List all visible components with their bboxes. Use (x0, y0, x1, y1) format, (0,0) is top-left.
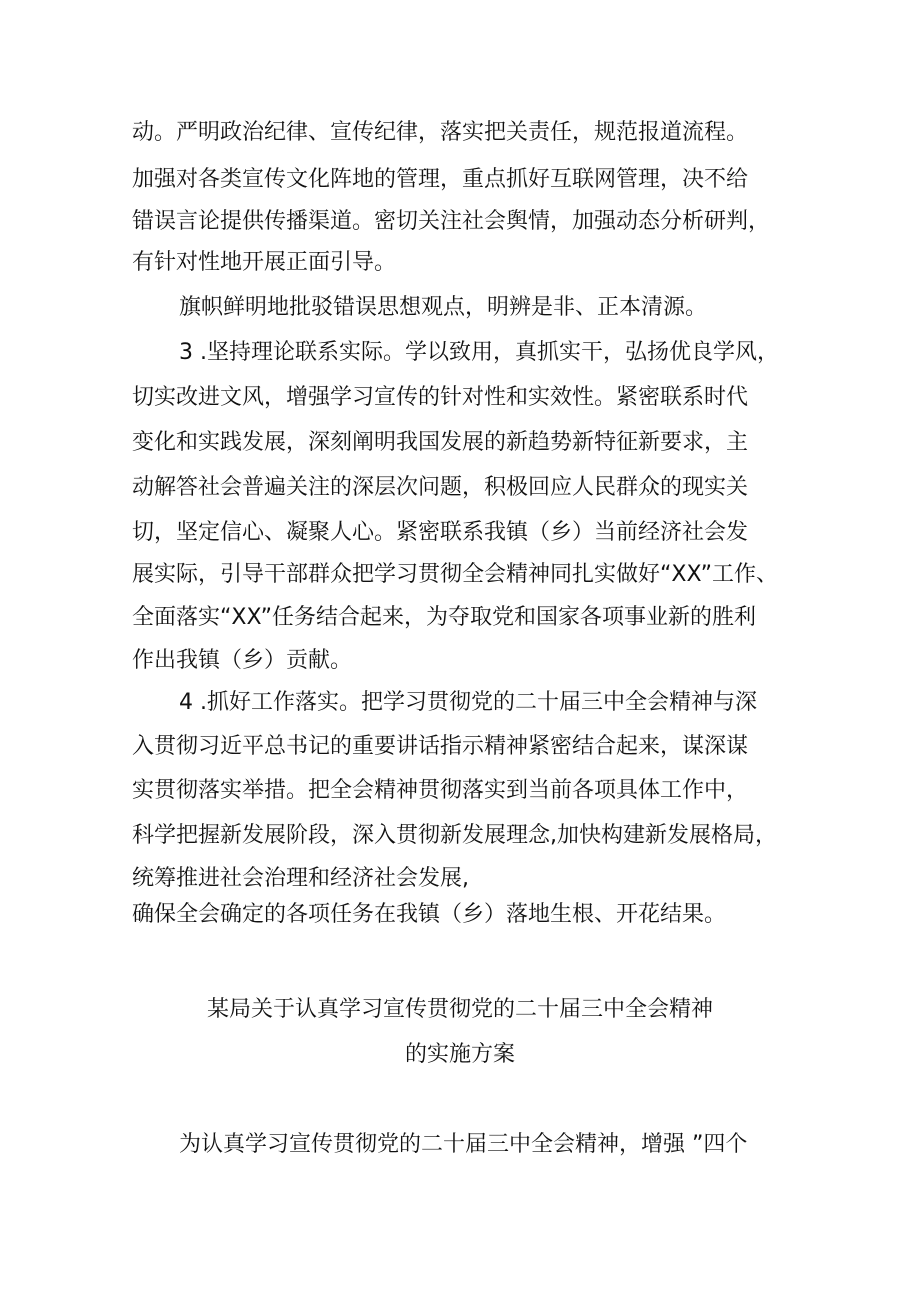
section-title-line-2: 的实施方案 (404, 1042, 515, 1067)
body-line-17: 科学把握新发展阶段，深入贯彻新发展理念,加快构建新发展格局， (132, 823, 777, 848)
item-3-heading-line: 3 .坚持理论联系实际。学以致用，真抓实干，弘扬优良学风， (179, 340, 779, 365)
body-line-7: 切实改进文风，增强学习宣传的针对性和实效性。紧密联系时代 (132, 385, 749, 410)
body-line-3: 错误言论提供传播渠道。密切关注社会舆情，加强动态分析研判， (132, 209, 771, 234)
body-line-18: 统筹推进社会治理和经济社会发展, (132, 866, 469, 891)
body-line-10: 切，坚定信心、凝聚人心。紧密联系我镇（乡）当前经济社会发 (132, 520, 749, 545)
body-line-15: 入贯彻习近平总书记的重要讲话指示精神紧密结合起来，谋深谋 (132, 734, 749, 759)
body-line-16: 实贯彻落实举措。把全会精神贯彻落实到当前各项具体工作中， (132, 778, 749, 803)
body-line-9: 动解答社会普遍关注的深层次问题，积极回应人民群众的现实关 (132, 475, 749, 500)
section-title-line-1: 某局关于认真学习宣传贯彻党的二十届三中全会精神 (206, 997, 713, 1022)
body-paragraph-refute: 旗帜鲜明地批驳错误思想观点，明辨是非、正本清源。 (179, 295, 708, 320)
body-line-13: 作出我镇（乡）贡献。 (132, 648, 353, 673)
body-line-11: 展实际，引导干部群众把学习贯彻全会精神同扎实做好“XX”工作、 (132, 562, 779, 587)
body-line-4: 有针对性地开展正面引导。 (132, 250, 397, 275)
body-line-19: 确保全会确定的各项任务在我镇（乡）落地生根、开花结果。 (132, 902, 727, 927)
body-line-8: 变化和实践发展，深刻阐明我国发展的新趋势新特征新要求，主 (132, 430, 749, 455)
item-4-heading-line: 4 .抓好工作落实。把学习贯彻党的二十届三中全会精神与深 (179, 690, 757, 715)
body-line-2: 加强对各类宣传文化阵地的管理，重点抓好互联网管理，决不给 (132, 167, 749, 192)
body-line-12: 全面落实“XX”任务结合起来，为夺取党和国家各项事业新的胜利 (132, 605, 757, 630)
section-intro-line: 为认真学习宣传贯彻党的二十届三中全会精神，增强 ”四个 (179, 1132, 748, 1157)
body-line-1: 动。严明政治纪律、宣传纪律，落实把关责任，规范报道流程。 (132, 120, 749, 145)
